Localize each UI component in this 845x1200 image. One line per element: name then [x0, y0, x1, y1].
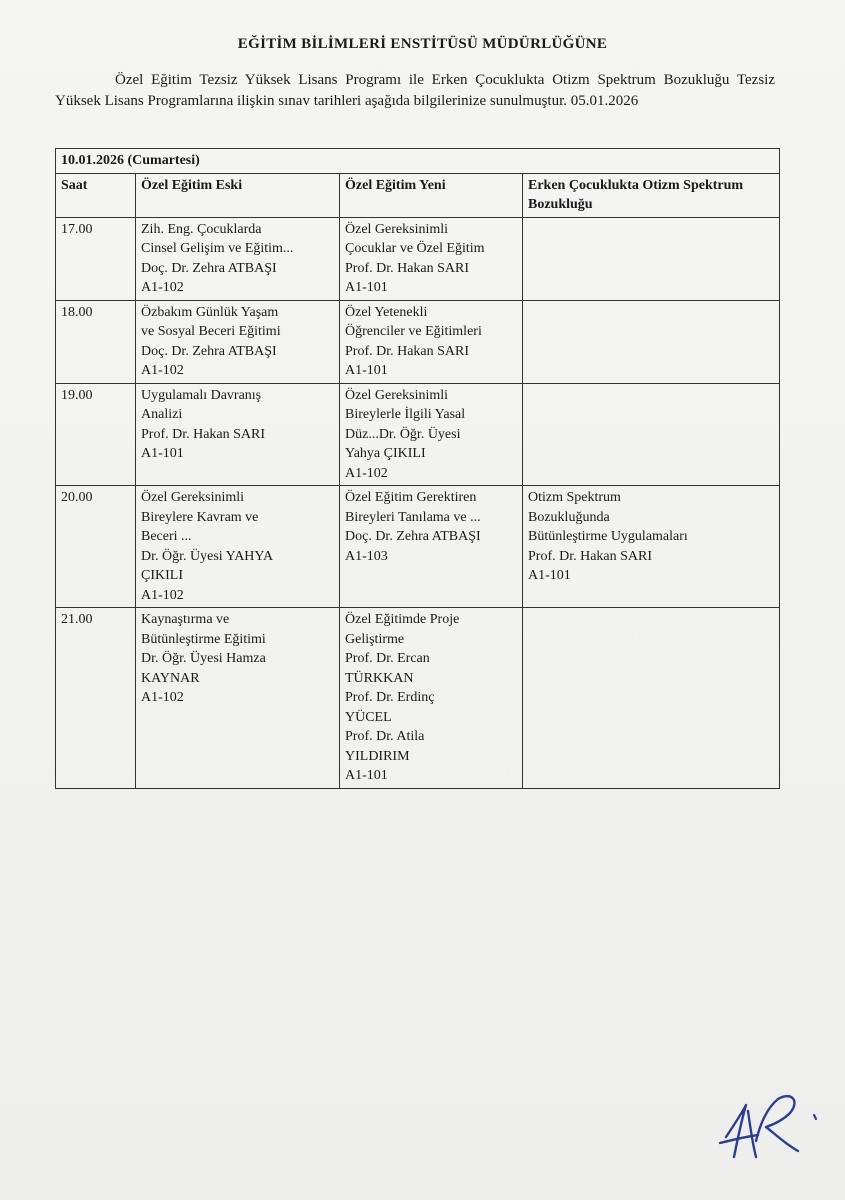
- cell-text-line: Cinsel Gelişim ve Eğitim...: [141, 241, 294, 256]
- cell-text-line: Otizm Spektrum: [528, 490, 621, 505]
- ozel-egitim-yeni-cell: [340, 217, 523, 300]
- time-cell: 20.00: [56, 486, 136, 608]
- cell-text-line: Özel Gereksinimli: [345, 221, 449, 237]
- cell-text-line: A1-102: [141, 280, 184, 295]
- time-cell: 18.00: [56, 300, 136, 383]
- cell-text-line: ÇIKILI: [141, 568, 183, 583]
- cell-text-line: A1-101: [528, 568, 571, 583]
- cell-text-line: Özel Gereksinimli: [141, 490, 245, 505]
- cell-text-line: YÜCEL: [345, 709, 392, 725]
- schedule-date: 10.01.2026 (Cumartesi): [56, 149, 780, 174]
- table-row: [56, 217, 780, 300]
- cell-text-line: A1-101: [345, 363, 388, 378]
- cell-text-line: A1-103: [345, 548, 388, 564]
- cell-text-line: Öğrenciler ve Eğitimleri: [345, 324, 482, 339]
- ozel-egitim-eski-cell: [136, 217, 340, 300]
- ozel-egitim-yeni-cell: [340, 486, 523, 608]
- column-header-saat: Saat: [56, 173, 136, 217]
- time-cell: 17.00: [56, 217, 136, 300]
- cell-text-line: Özel Yetenekli: [345, 304, 428, 320]
- time-cell: 19.00: [56, 383, 136, 486]
- cell-text-line: Uygulamalı Davranış: [141, 387, 262, 403]
- cell-text-line: A1-101: [141, 446, 184, 461]
- cell-text-line: A1-102: [141, 690, 184, 705]
- cell-text-line: Bozukluğunda: [528, 509, 610, 525]
- cell-text-line: Düz...Dr. Öğr. Üyesi: [345, 426, 461, 442]
- cell-text-line: A1-101: [345, 768, 388, 783]
- time-cell: 21.00: [56, 608, 136, 789]
- cell-text-line: Prof. Dr. Hakan SARI: [345, 260, 470, 276]
- document-title: EĞİTİM BİLİMLERİ ENSTİTÜSÜ MÜDÜRLÜĞÜNE: [237, 36, 608, 52]
- cell-text-line: Dr. Öğr. Üyesi Hamza: [141, 651, 266, 666]
- otizm-cell: [523, 608, 780, 789]
- ozel-egitim-eski-cell: [136, 300, 340, 383]
- cell-text-line: Prof. Dr. Atila: [345, 729, 425, 744]
- cell-text-line: ve Sosyal Beceri Eğitimi: [141, 324, 281, 339]
- ozel-egitim-eski-cell: [136, 608, 340, 789]
- cell-text-line: A1-102: [141, 363, 184, 378]
- cell-text-line: A1-102: [345, 465, 388, 481]
- cell-text-line: Özel Eğitimde Proje: [345, 612, 460, 627]
- column-header-otizm: Erken Çocuklukta Otizm Spektrum Bozukluğu: [523, 173, 780, 217]
- cell-text-line: Analizi: [141, 407, 183, 422]
- cell-text-line: Geliştirme: [345, 631, 405, 647]
- cell-text-line: KAYNAR: [141, 670, 200, 686]
- intro-paragraph: Özel Eğitim Tezsiz Yüksek Lisans Programı ile Erken Çocuklukta Otizm Spektrum Bozukluğu Tezsiz Yüksek Lisans Programlarına ilişkin sınav tarihleri aşağıda bilgilerinize sunulmuştur. 05.01.2026: [55, 72, 775, 109]
- cell-text-line: Prof. Dr. Hakan SARI: [528, 548, 653, 564]
- cell-text-line: TÜRKKAN: [345, 670, 414, 686]
- cell-text-line: Yahya ÇIKILI: [345, 446, 426, 461]
- otizm-cell: [523, 217, 780, 300]
- table-row: [56, 486, 780, 608]
- cell-text-line: Özel Gereksinimli: [345, 387, 449, 403]
- table-row: [56, 608, 780, 789]
- cell-text-line: A1-101: [345, 280, 388, 295]
- otizm-cell: [523, 300, 780, 383]
- column-header-ozel-egitim-eski: Özel Eğitim Eski: [136, 173, 340, 217]
- cell-text-line: YILDIRIM: [345, 748, 410, 764]
- ozel-egitim-eski-cell: [136, 486, 340, 608]
- cell-text-line: Doç. Dr. Zehra ATBAŞI: [141, 343, 277, 359]
- cell-text-line: Zih. Eng. Çocuklarda: [141, 221, 262, 237]
- cell-text-line: Bütünleştirme Uygulamaları: [528, 529, 688, 544]
- column-header-ozel-egitim-yeni: Özel Eğitim Yeni: [340, 173, 523, 217]
- cell-text-line: Dr. Öğr. Üyesi YAHYA: [141, 548, 274, 564]
- otizm-cell: [523, 383, 780, 486]
- cell-text-line: Özel Eğitim Gerektiren: [345, 490, 477, 505]
- cell-text-line: Kaynaştırma ve: [141, 612, 230, 627]
- table-row: [56, 300, 780, 383]
- ozel-egitim-eski-cell: [136, 383, 340, 486]
- cell-text-line: Bütünleştirme Eğitimi: [141, 631, 266, 647]
- cell-text-line: Doç. Dr. Zehra ATBAŞI: [345, 529, 481, 544]
- otizm-cell: [523, 486, 780, 608]
- cell-text-line: Prof. Dr. Hakan SARI: [141, 426, 266, 442]
- cell-text-line: A1-102: [141, 587, 184, 603]
- cell-text-line: Çocuklar ve Özel Eğitim: [345, 241, 485, 256]
- table-row: [56, 383, 780, 486]
- cell-text-line: Prof. Dr. Hakan SARI: [345, 343, 470, 359]
- ozel-egitim-yeni-cell: [340, 383, 523, 486]
- cell-text-line: Bireylerle İlgili Yasal: [345, 407, 466, 422]
- cell-text-line: Bireyleri Tanılama ve ...: [345, 509, 481, 525]
- cell-text-line: Doç. Dr. Zehra ATBAŞI: [141, 260, 277, 276]
- cell-text-line: Özbakım Günlük Yaşam: [141, 304, 279, 320]
- ozel-egitim-yeni-cell: [340, 608, 523, 789]
- cell-text-line: Prof. Dr. Erdinç: [345, 690, 435, 705]
- exam-schedule-table: [55, 148, 780, 789]
- cell-text-line: Bireylere Kavram ve: [141, 509, 259, 525]
- handwritten-signature: [712, 1085, 832, 1175]
- cell-text-line: Prof. Dr. Ercan: [345, 651, 430, 666]
- cell-text-line: Beceri ...: [141, 529, 192, 544]
- ozel-egitim-yeni-cell: [340, 300, 523, 383]
